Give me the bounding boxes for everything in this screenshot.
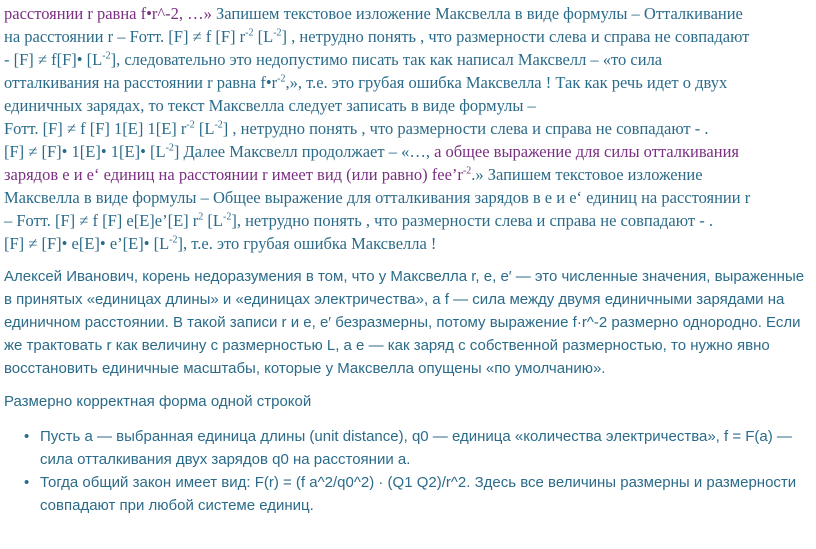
text-run: Fотт. [F] ≠ f [F] 1[E] 1[E] r <box>4 119 187 138</box>
text-run: на расстоянии r – Fотт. [F] ≠ f [F] r <box>4 27 246 46</box>
quote-fragment: расстоянии r равна f•r^-2, …» <box>4 4 212 23</box>
bullet-list <box>4 425 812 517</box>
text-run: единичных зарядах, то текст Максвелла следует записать в виде формулы – <box>4 96 536 115</box>
superscript: 2 <box>198 211 204 223</box>
text-run: [L <box>194 119 215 138</box>
document-page <box>0 2 816 517</box>
text-run: ], нетрудно понять , что размерности слева и справа не совпадают - . <box>231 211 713 230</box>
text-run: [L <box>253 27 274 46</box>
text-run: [F] ≠ [F]• 1[E]• 1[E]• [L <box>4 142 166 161</box>
text-run: – Fотт. [F] ≠ f [F] e[E]e’[E] r <box>4 211 199 230</box>
superscript: -2 <box>169 234 178 246</box>
text-run: [L <box>203 211 223 230</box>
superscript: -2 <box>186 119 195 131</box>
text-run: ] , нетрудно понять , что размерности слева и справа не совпадают <box>281 27 750 46</box>
quote-highlight: а общее выражение для силы отталкивания <box>434 142 740 161</box>
text-run: ,», т.е. это грубая ошибка Максвелла ! Так как речь идет о двух <box>285 73 728 92</box>
text-run: .» Запишем текстовое изложение <box>471 165 703 184</box>
list-item <box>24 425 812 471</box>
text-run: ], т.е. это грубая ошибка Максвелла ! <box>177 234 437 253</box>
text-run: Максвелла в виде формулы – Общее выражение для отталкивания зарядов в е и е‘ единиц на расстоянии r <box>4 188 751 207</box>
superscript: -2 <box>245 27 254 39</box>
text-run: отталкивания на расстоянии r равна f•r <box>4 73 278 92</box>
list-item <box>24 471 812 517</box>
text-run: ] , нетрудно понять , что размерности слева и справа не совпадают - . <box>222 119 709 138</box>
superscript: -2 <box>277 73 286 85</box>
text-run: Запишем текстовое изложение Максвелла в виде формулы – Отталкивание <box>211 4 743 23</box>
text-run: [F] ≠ [F]• e[E]• e’[E]• [L <box>4 234 170 253</box>
text-run: - [F] ≠ f[F]• [L <box>4 50 103 69</box>
list-item-text: Тогда общий закон имеет вид: F(r) = (f a^2/q0^2) · (Q1 Q2)/r^2. Здесь все величины размерны и размерности совпадают при любой системе единиц. <box>40 474 797 514</box>
section-heading: Размерно корректная форма одной строкой <box>4 393 312 410</box>
list-item-text: Пусть a — выбранная единица длины (unit distance), q0 — единица «количества электричества», f = F(a) — сила отталкивания двух зарядов q0 на расстоянии a. <box>40 428 792 468</box>
text-run: ] Далее Максвелл продолжает – «…, <box>173 142 435 161</box>
maxwell-quote-paragraph <box>4 2 812 255</box>
bullet-icon: • <box>24 474 30 491</box>
superscript: -2 <box>223 211 232 223</box>
superscript: -2 <box>462 165 472 177</box>
superscript: -2 <box>165 142 174 154</box>
bullet-icon: • <box>24 428 30 445</box>
quote-highlight: зарядов е и е‘ единиц на расстоянии r имеет вид (или равно) fee’r <box>4 165 463 184</box>
text-run: ], следовательно это недопустимо писать так как написал Максвелл – «то сила <box>110 50 663 69</box>
superscript: -2 <box>102 50 111 62</box>
superscript: -2 <box>214 119 223 131</box>
superscript: -2 <box>273 27 282 39</box>
explanation-paragraph: Алексей Иванович, корень недоразумения в том, что у Максвелла r, e, e′ — это численные значения, выраженные в принятых «единицах длины» и «единицах электричества», а f — сила между двумя единичными зарядами на единичном расстоянии. В такой записи r и e, e′ безразмерны, потому выражение f·r^-2 размерно однородно. Если же трактовать r как величину с размерностью L, а e — как заряд с собственной размерностью, то нужно явно восстановить единичные масштабы, которые у Максвелла опущены «по умолчанию». <box>4 268 805 377</box>
